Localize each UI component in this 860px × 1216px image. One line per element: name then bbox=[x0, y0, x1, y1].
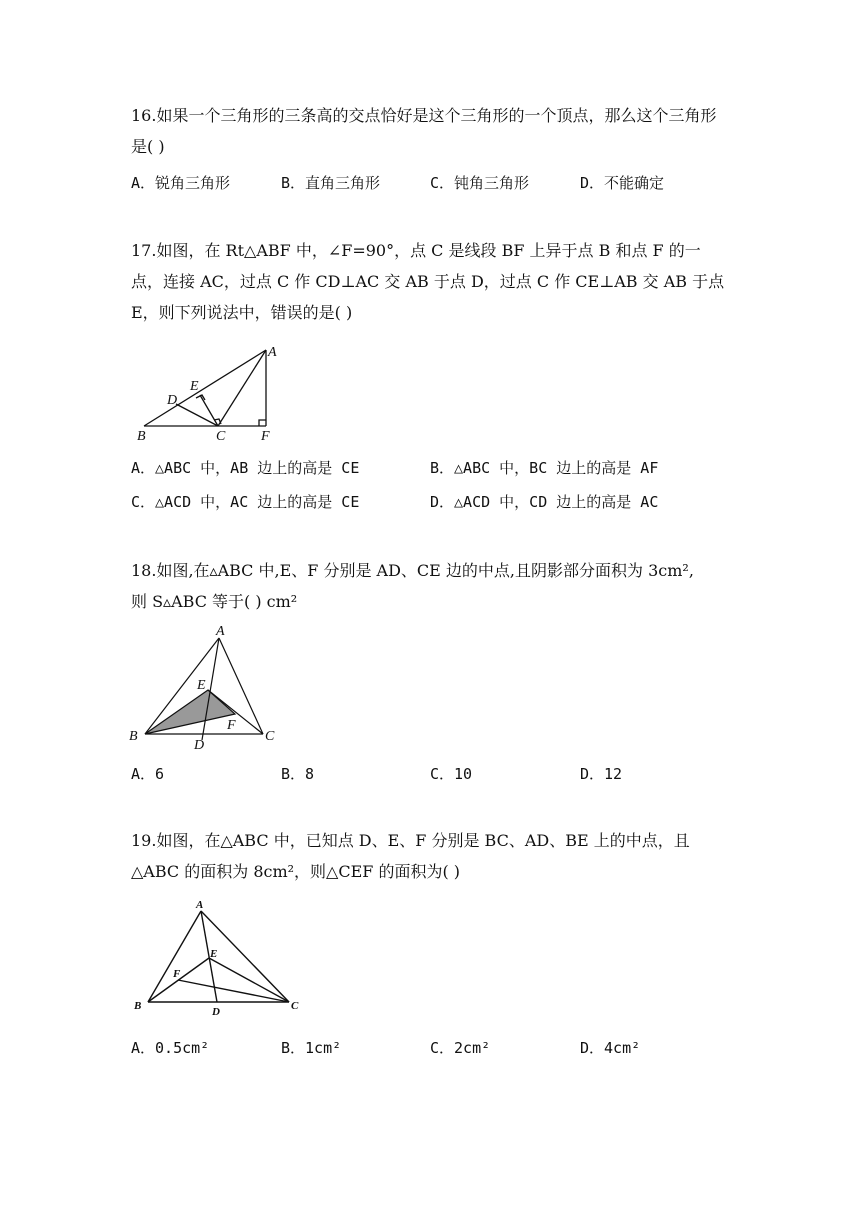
question-17 bbox=[131, 235, 731, 328]
question-19-figure bbox=[128, 896, 308, 1022]
label-f: F bbox=[227, 718, 236, 733]
label-c: C bbox=[216, 429, 226, 444]
label-d: D bbox=[212, 1006, 220, 1018]
label-e: E bbox=[197, 678, 206, 693]
option-a: A．锐角三角形 bbox=[131, 174, 231, 192]
option-d: D．12 bbox=[580, 765, 623, 783]
label-c: C bbox=[265, 729, 275, 744]
label-f: F bbox=[261, 429, 270, 444]
label-b: B bbox=[129, 729, 138, 744]
option-a: A．△ABC 中，AB 边上的高是 CE bbox=[131, 459, 360, 477]
option-d: D．不能确定 bbox=[580, 174, 665, 192]
option-c: C．△ACD 中，AC 边上的高是 CE bbox=[131, 493, 360, 511]
label-c: C bbox=[291, 1000, 299, 1012]
question-17-stem: 17.如图，在 Rt△ABF 中，∠F=90°，点 C 是线段 BF 上异于点 B 和点 F 的一点，连接 AC，过点 C 作 CD⊥AC 交 AB 于点 D，过点 C 作 CE⊥AB 交 AB 于点 E，则下列说法中，错误的是( ) bbox=[131, 241, 725, 322]
question-16-stem: 16.如果一个三角形的三条高的交点恰好是这个三角形的一个顶点，那么这个三角形是( ) bbox=[131, 106, 717, 156]
question-18 bbox=[131, 555, 731, 617]
option-d: D．4cm² bbox=[580, 1039, 641, 1057]
question-19-stem: 19.如图，在△ABC 中，已知点 D、E、F 分别是 BC、AD、BE 上的中点，且△ABC 的面积为 8cm²，则△CEF 的面积为( ) bbox=[131, 831, 690, 881]
option-a: A．6 bbox=[131, 765, 165, 783]
question-18-stem-line2: 则 S▵ABC 等于( ) cm² bbox=[131, 592, 298, 611]
option-b: B．1cm² bbox=[281, 1039, 342, 1057]
label-a: A bbox=[268, 345, 277, 360]
label-a: A bbox=[196, 899, 204, 911]
label-e: E bbox=[190, 379, 199, 394]
question-19 bbox=[131, 825, 731, 887]
option-a: A．0.5cm² bbox=[131, 1039, 210, 1057]
question-18-stem-line1: 18.如图,在▵ABC 中,E、F 分别是 AD、CE 边的中点,且阴影部分面积为 3cm², bbox=[131, 561, 694, 580]
question-17-figure bbox=[130, 340, 290, 450]
label-d: D bbox=[167, 393, 178, 408]
option-c: C．10 bbox=[430, 765, 473, 783]
label-a: A bbox=[216, 624, 225, 639]
option-b: B．△ABC 中，BC 边上的高是 AF bbox=[430, 459, 659, 477]
option-b: B．8 bbox=[281, 765, 315, 783]
option-c: C．钝角三角形 bbox=[430, 174, 530, 192]
question-18-figure bbox=[125, 622, 285, 752]
label-e: E bbox=[210, 948, 218, 960]
question-16 bbox=[131, 100, 731, 162]
label-b: B bbox=[134, 1000, 142, 1012]
option-c: C．2cm² bbox=[430, 1039, 491, 1057]
label-d: D bbox=[194, 738, 205, 752]
option-b: B．直角三角形 bbox=[281, 174, 381, 192]
label-f: F bbox=[173, 968, 181, 980]
option-d: D．△ACD 中，CD 边上的高是 AC bbox=[430, 493, 659, 511]
label-b: B bbox=[137, 429, 146, 444]
